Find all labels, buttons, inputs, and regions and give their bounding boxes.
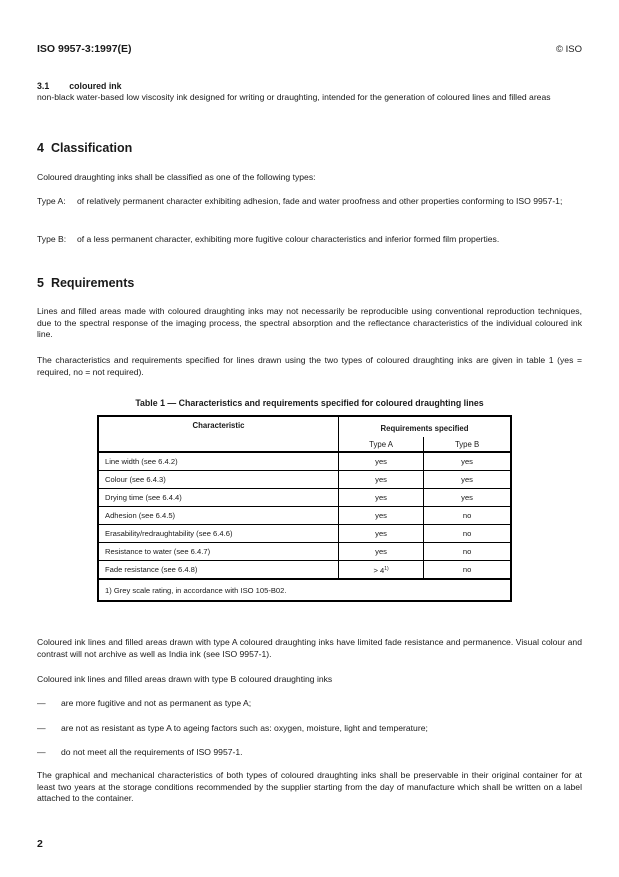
storage-paragraph: The graphical and mechanical characteristics of both types of coloured draughting inks shall be preservable in their original container for at least two years at the storage conditions recommended by the supplier starting from the day of manufacture which shall be written on a label attached to the container. [37,770,582,803]
column-header-type-b: Type B [424,437,511,452]
table-row [98,507,511,525]
type-b-cell: yes [424,471,511,489]
term-label: coloured ink [69,81,122,91]
list-item-text: are more fugitive and not as permanent as type A; [61,698,252,708]
type-a-cell: yes [339,452,424,471]
dash-marker: — [37,747,46,757]
type-b-label: Type B: [37,234,67,244]
section-heading-requirements [37,278,134,289]
copyright-mark: © ISO [555,44,582,55]
section-title: Classification [50,141,133,155]
dash-marker: — [37,698,46,708]
characteristic-cell: Resistance to water (see 6.4.7) [98,543,339,561]
type-b-intro: Coloured ink lines and filled areas drawn with type B coloured draughting inks [37,674,333,684]
characteristic-cell: Line width (see 6.4.2) [98,452,339,471]
table-row [98,452,511,471]
characteristic-cell: Fade resistance (see 6.4.8) [98,561,339,580]
column-header-requirements: Requirements specified [339,416,512,437]
type-b-cell: no [424,561,511,580]
type-b-entry [37,234,582,246]
requirements-table [97,415,512,602]
characteristic-cell: Colour (see 6.4.3) [98,471,339,489]
list-item [37,698,582,710]
section-number: 5 [37,276,44,290]
footnote-reference: 1) [384,565,389,572]
document-id: ISO 9957-3:1997(E) [37,43,132,55]
type-a-cell: yes [339,489,424,507]
type-a-label: Type A: [37,196,66,206]
table-caption: Table 1 — Characteristics and requirements specified for coloured draughting lines [135,398,484,408]
table-row [98,489,511,507]
type-a-text: of relatively permanent character exhibiting adhesion, fade and water proofness and other properties conforming to ISO 9957-1; [77,196,563,206]
type-a-cell: yes [339,507,424,525]
section-number: 4 [37,141,44,155]
list-item [37,723,582,735]
characteristic-cell: Erasability/redraughtability (see 6.4.6) [98,525,339,543]
type-b-cell: no [424,507,511,525]
type-b-cell: yes [424,452,511,471]
type-b-cell: yes [424,489,511,507]
term-number: 3.1 [37,81,50,91]
list-item-text: are not as resistant as type A to ageing factors such as: oxygen, moisture, light and temperature; [61,722,428,733]
table-footnote: 1) Grey scale rating, in accordance with ISO 105-B02. [98,579,511,601]
term-entry [37,81,582,104]
type-b-text: of a less permanent character, exhibiting more fugitive colour characteristics and inferior formed film properties. [77,234,500,244]
table-footnote-row [98,579,511,601]
column-header-type-a: Type A [339,437,424,452]
characteristic-cell: Drying time (see 6.4.4) [98,489,339,507]
type-b-cell: no [424,543,511,561]
classification-intro: Coloured draughting inks shall be classified as one of the following types: [37,172,316,182]
type-a-value: > 4 [373,565,385,575]
dash-marker: — [37,722,46,733]
type-b-cell: no [424,525,511,543]
section-heading-classification [37,143,132,154]
column-header-characteristic: Characteristic [98,416,339,452]
type-a-cell [339,561,424,580]
type-a-remarks: Coloured ink lines and filled areas drawn with type A coloured draughting inks have limited fade resistance and permanence. Visual colour and contrast will not archive as well as India ink (see ISO 9957-1). [37,637,582,659]
page-number: 2 [37,838,43,850]
table-row [98,471,511,489]
characteristic-cell: Adhesion (see 6.4.5) [98,507,339,525]
type-a-cell: yes [339,543,424,561]
table-row [98,561,511,580]
list-item-text: do not meet all the requirements of ISO 9957-1. [61,747,243,757]
type-a-cell: yes [339,525,424,543]
list-item [37,747,582,759]
type-b-list [37,698,582,759]
table-row [98,525,511,543]
term-definition: non-black water-based low viscosity ink designed for writing or draughting, intended for the generation of coloured lines and filled areas [37,92,551,102]
section-title: Requirements [50,276,135,290]
type-a-cell: yes [339,471,424,489]
requirements-paragraph-1: Lines and filled areas made with coloured draughting inks may not necessarily be reproducible using conventional reproduction techniques, due to the spectral response of the imaging process, the spectral absorption and the reflectance characteristics of the individual coloured ink line. [37,306,582,339]
table-row [98,543,511,561]
type-a-entry [37,196,582,208]
requirements-paragraph-2: The characteristics and requirements specified for lines drawn using the two types of coloured draughting inks are given in table 1 (yes = required, no = not required). [37,355,582,377]
